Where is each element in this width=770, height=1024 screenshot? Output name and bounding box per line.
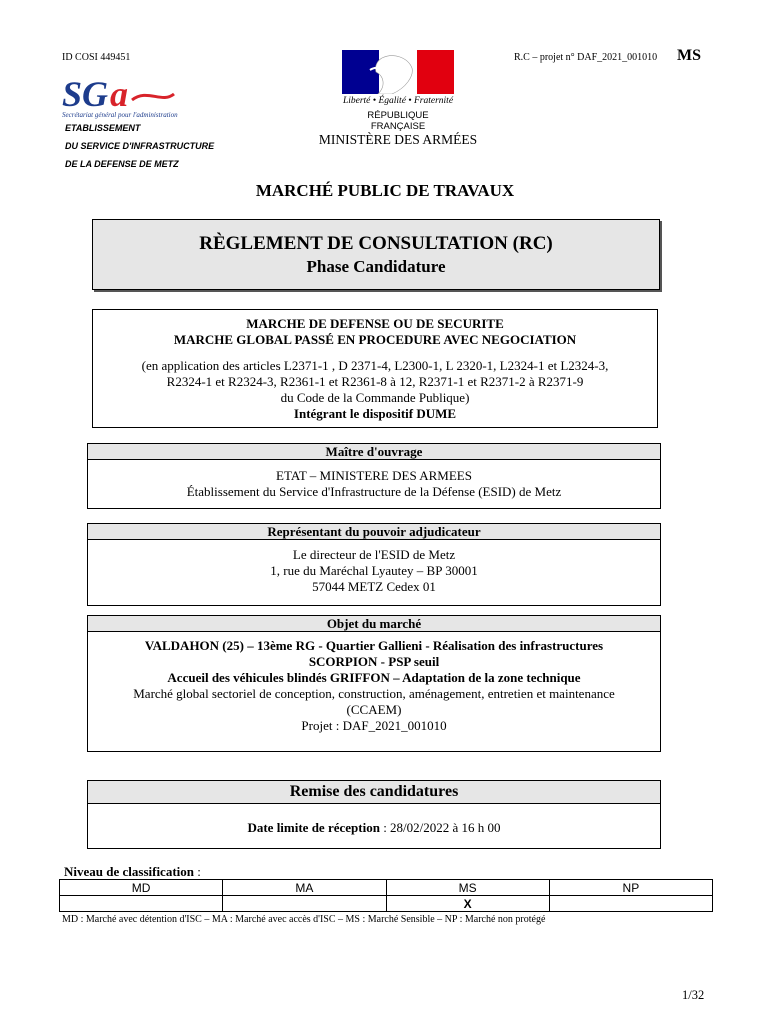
table-header-np: NP xyxy=(549,880,712,896)
republic-motto: Liberté • Égalité • Fraternité xyxy=(342,96,454,106)
objet-line-4: Marché global sectoriel de conception, construction, aménagement, entretien et maintenance xyxy=(133,686,615,701)
table-row xyxy=(60,880,713,896)
table-header-md: MD xyxy=(60,880,223,896)
ms-label: MS xyxy=(677,47,701,64)
representant-box xyxy=(87,523,661,606)
maitre-ouvrage-box xyxy=(87,443,661,509)
objet-line-5: (CCAEM) xyxy=(346,702,402,717)
republic-name: RÉPUBLIQUE FRANÇAISE xyxy=(367,110,429,132)
procedure-line-1: MARCHE DE DEFENSE OU DE SECURITE xyxy=(246,316,504,331)
table-header-ms: MS xyxy=(386,880,549,896)
procedure-box xyxy=(92,309,658,428)
sga-caption xyxy=(65,119,214,173)
rc-subtitle: Phase Candidature xyxy=(306,257,446,276)
classification-legend: MD : Marché avec détention d'ISC – MA : Marché avec accès d'ISC – MS : Marché Sensible – NP : Marché non protégé xyxy=(62,914,546,925)
rc-title-box xyxy=(92,219,660,290)
page-number: 1/32 xyxy=(682,988,705,1002)
application-line-1: (en application des articles L2371-1 , D 2371-4, L2300-1, L 2320-1, L2324-1 et L2324-3, xyxy=(141,358,609,373)
reference-number: R.C – projet n° DAF_2021_001010 xyxy=(514,52,658,63)
classification-label-text: Niveau de classification xyxy=(64,864,194,879)
objet-heading: Objet du marché xyxy=(88,616,660,632)
dume-line: Intégrant le dispositif DUME xyxy=(293,406,457,421)
deadline-value: : 28/02/2022 à 16 h 00 xyxy=(379,820,501,835)
representant-line-1: Le directeur de l'ESID de Metz xyxy=(292,547,456,562)
representant-line-3: 57044 METZ Cedex 01 xyxy=(312,579,436,594)
remise-heading: Remise des candidatures xyxy=(88,781,660,804)
ministry-name: MINISTÈRE DES ARMÉES xyxy=(318,132,478,147)
rc-title: RÈGLEMENT DE CONSULTATION (RC) xyxy=(199,233,553,254)
caption-line-1: ETABLISSEMENT xyxy=(65,123,141,133)
table-row xyxy=(60,896,713,912)
maitre-ouvrage-line-1: ETAT – MINISTERE DES ARMEES xyxy=(276,468,472,483)
maitre-ouvrage-heading: Maître d'ouvrage xyxy=(88,444,660,460)
classification-label xyxy=(64,864,201,880)
mark-md xyxy=(60,896,223,912)
objet-line-6: Projet : DAF_2021_001010 xyxy=(301,718,447,733)
sga-tagline: Secrétariat général pour l'administration xyxy=(62,111,178,119)
document-title: MARCHÉ PUBLIC DE TRAVAUX xyxy=(255,181,515,200)
sga-logo xyxy=(62,74,212,120)
application-line-3: du Code de la Commande Publique) xyxy=(280,390,470,405)
application-line-2: R2324-1 et R2324-3, R2361-1 et R2361-8 à 12, R2371-1 et R2371-2 à R2371-9 xyxy=(166,374,584,389)
id-cosi: ID COSI 449451 xyxy=(62,52,131,63)
svg-text:a: a xyxy=(110,74,128,114)
classification-colon: : xyxy=(194,864,201,879)
caption-line-3: DE LA DEFENSE DE METZ xyxy=(65,159,179,169)
classification-table xyxy=(59,879,713,912)
mark-ms: X xyxy=(386,896,549,912)
mark-ma xyxy=(223,896,386,912)
objet-line-1: VALDAHON (25) – 13ème RG - Quartier Gallieni - Réalisation des infrastructures xyxy=(144,638,604,653)
deadline-line xyxy=(88,820,660,836)
mark-np xyxy=(549,896,712,912)
objet-box xyxy=(87,615,661,752)
procedure-line-2: MARCHE GLOBAL PASSÉ EN PROCEDURE AVEC NEGOCIATION xyxy=(173,332,577,347)
representant-line-2: 1, rue du Maréchal Lyautey – BP 30001 xyxy=(270,563,478,578)
svg-text:SG: SG xyxy=(62,74,109,114)
objet-line-3: Accueil des véhicules blindés GRIFFON – Adaptation de la zone technique xyxy=(167,670,581,685)
maitre-ouvrage-line-2: Établissement du Service d'Infrastructure de la Défense (ESID) de Metz xyxy=(186,484,562,499)
caption-line-2: DU SERVICE D'INFRASTRUCTURE xyxy=(65,141,215,151)
representant-heading: Représentant du pouvoir adjudicateur xyxy=(88,524,660,540)
marianne-logo xyxy=(342,50,454,94)
remise-box xyxy=(87,780,661,849)
deadline-label: Date limite de réception xyxy=(247,820,380,835)
table-header-ma: MA xyxy=(223,880,386,896)
objet-line-2: SCORPION - PSP seuil xyxy=(308,654,440,669)
